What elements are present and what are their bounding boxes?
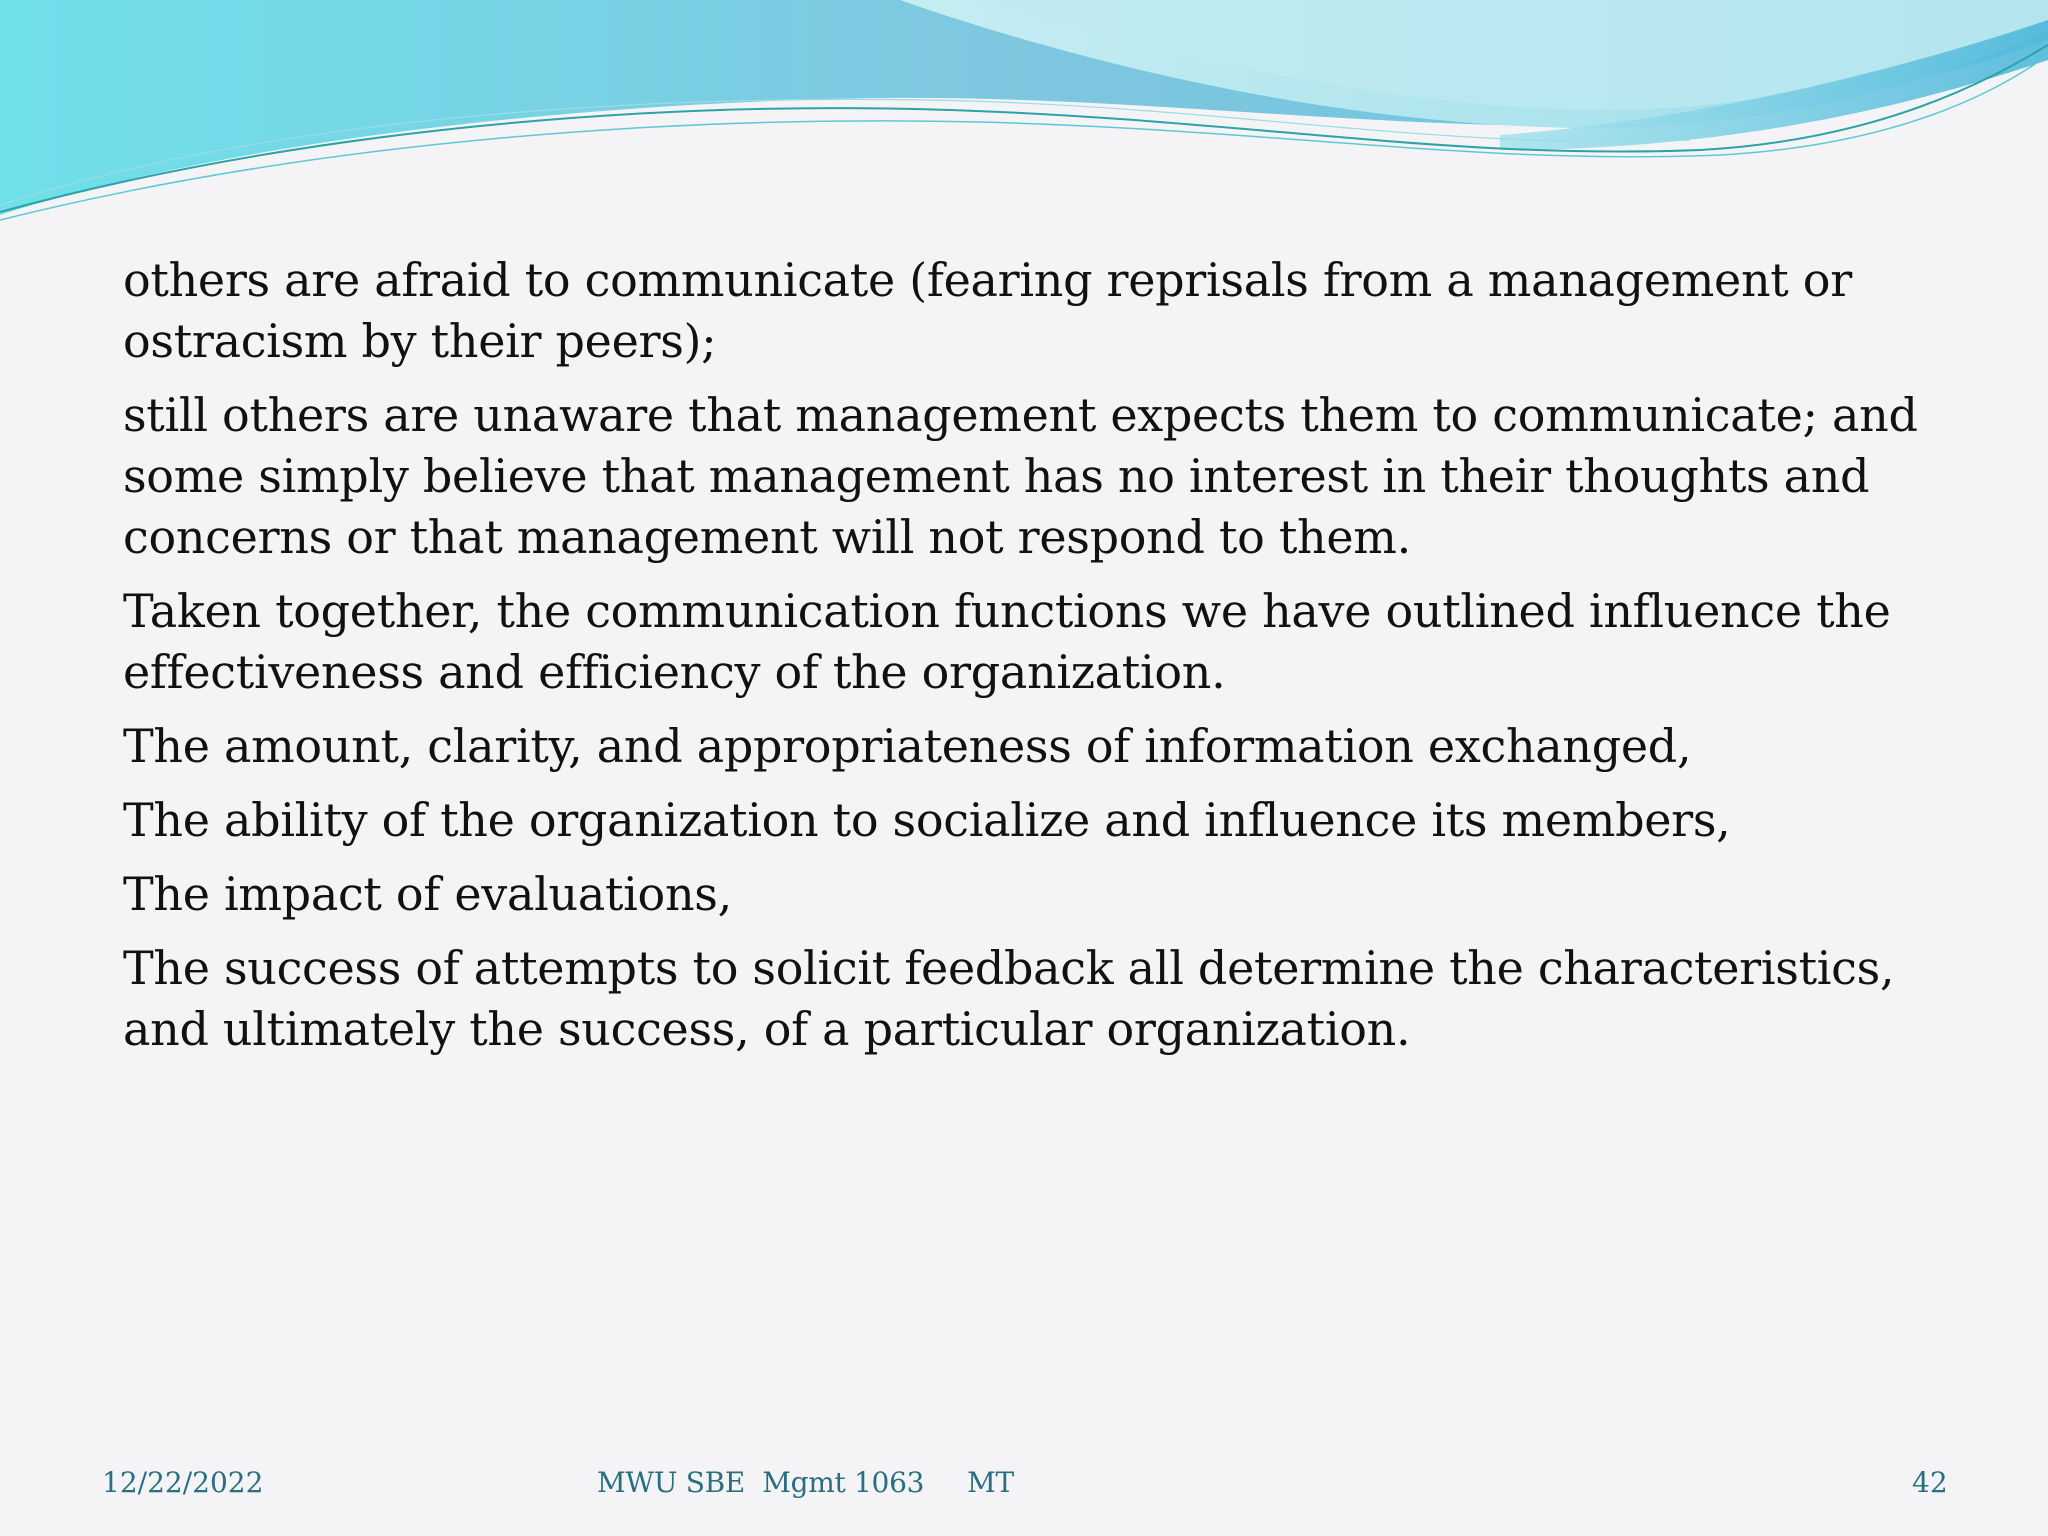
paragraph-2: still others are unaware that management expects them to communicate; and some simply believe that management has no interest in their thoughts and concerns or that management will not respond to them. — [123, 388, 1918, 564]
paragraph-5: The ability of the organization to socialize and influence its members, — [123, 793, 1731, 847]
paragraph-1: others are afraid to communicate (fearing reprisals from a management or ostracism by their peers); — [123, 253, 1852, 368]
paragraph-3: Taken together, the communication functions we have outlined influence the effectiveness and efficiency of the organization. — [123, 584, 1891, 699]
slide-body-text — [123, 250, 1953, 1073]
footer-page-number: 42 — [1912, 1466, 1948, 1499]
paragraph-7: The success of attempts to solicit feedback all determine the characteristics, and ultimately the success, of a particular organization. — [123, 941, 1895, 1056]
footer-course-label: MWU SBE Mgmt 1063 MT — [597, 1466, 1014, 1499]
footer-date: 12/22/2022 — [102, 1466, 264, 1499]
paragraph-6: The impact of evaluations, — [123, 867, 732, 921]
wave-header-decoration — [0, 0, 2048, 240]
paragraph-4: The amount, clarity, and appropriateness of information exchanged, — [123, 719, 1692, 773]
